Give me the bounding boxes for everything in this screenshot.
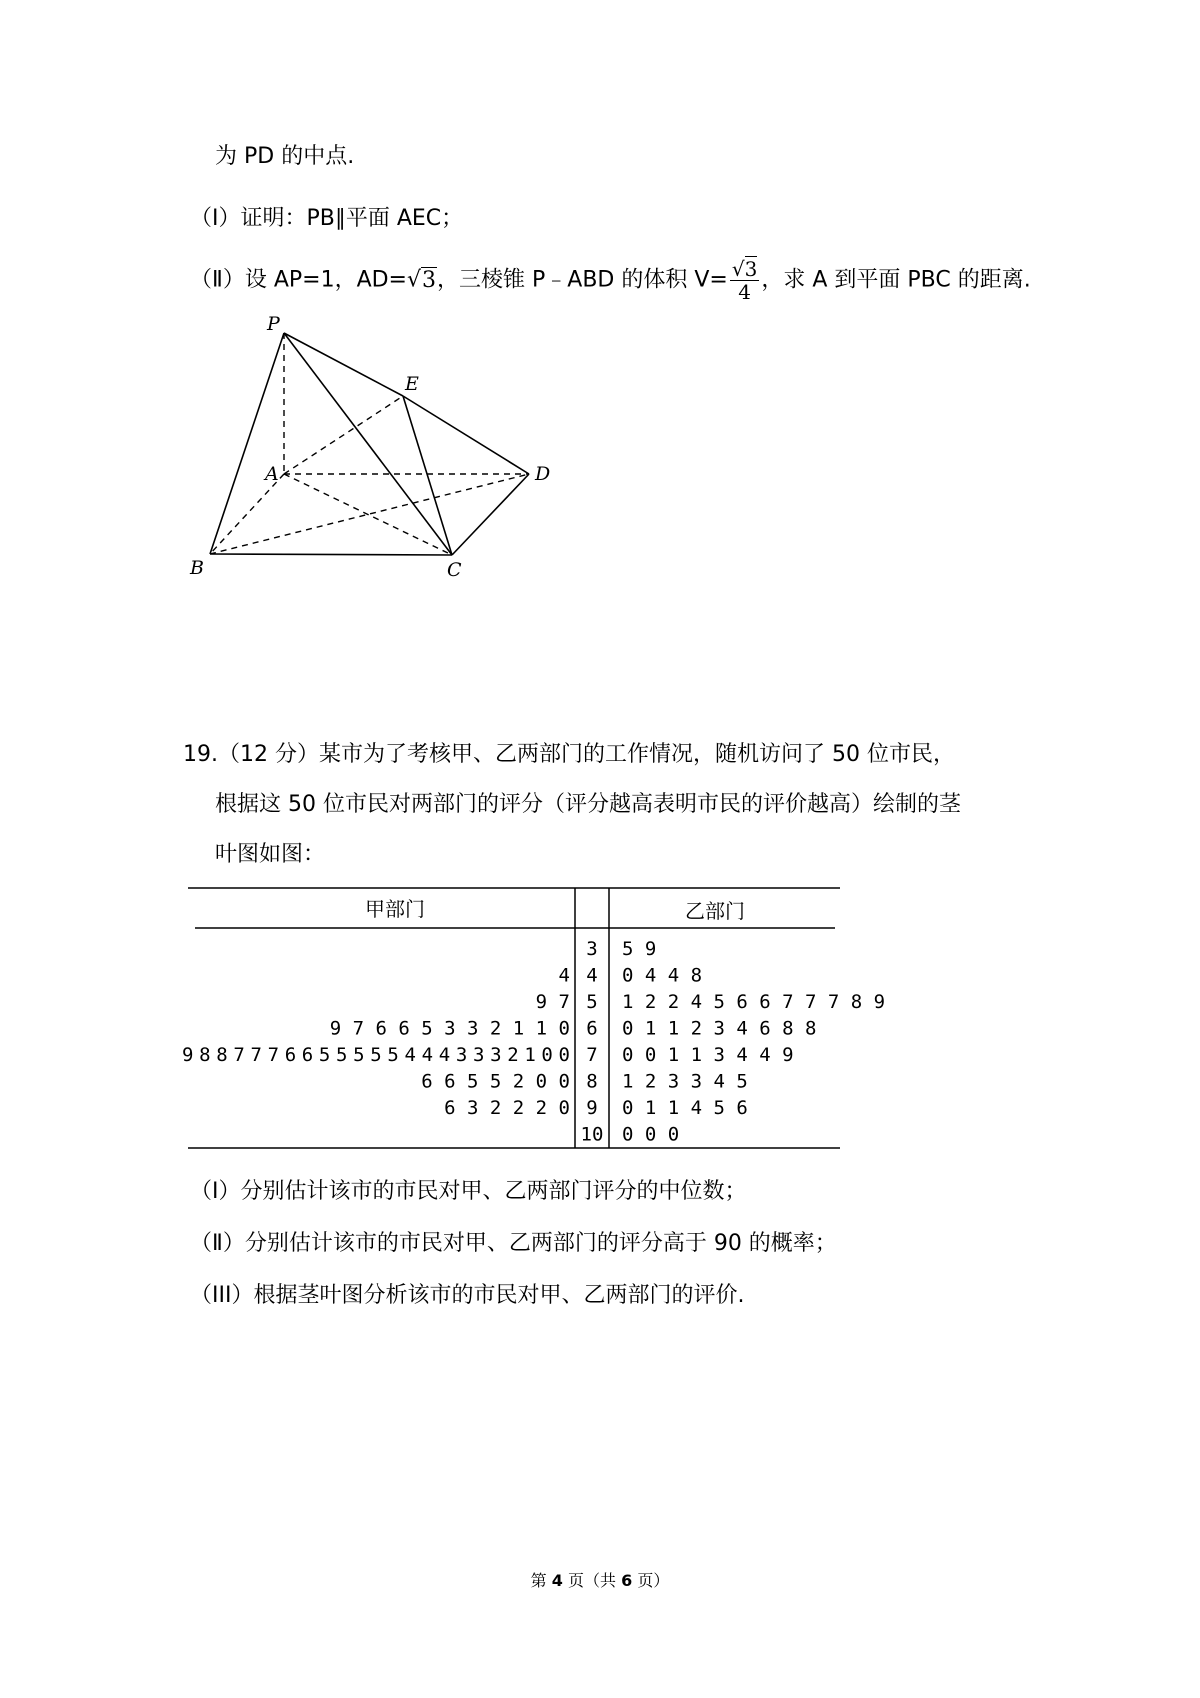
q18-part2-text-c: ，求 A 到平面 PBC 的距离. (761, 267, 1031, 293)
leaf-right-9: 0 1 1 4 5 6 (622, 1097, 748, 1119)
header-yi: 乙部门 (685, 899, 745, 923)
edge-AC-hidden (284, 474, 452, 555)
pyramid-figure (175, 310, 575, 590)
q19-intro-line2: 根据这 50 位市民对两部门的评分（评分越高表明市民的评价越高）绘制的茎 (215, 792, 961, 817)
label-A: A (265, 463, 279, 485)
q19-intro-line3: 叶图如图： (215, 842, 326, 867)
leaf-right-8: 1 2 3 3 4 5 (622, 1070, 748, 1093)
label-E: E (405, 373, 419, 395)
q19-part2: （Ⅱ）分别估计该市的市民对甲、乙两部门的评分高于 90 的概率； (190, 1231, 837, 1256)
edge-BC (210, 554, 452, 555)
q18-part2-text-b: ，三棱锥 P﹣ABD 的体积 V= (437, 267, 728, 293)
label-B: B (190, 557, 204, 579)
leaf-right-3: 5 9 (622, 938, 657, 960)
edge-PB (210, 333, 284, 554)
label-P: P (267, 313, 280, 335)
edge-BD-hidden (210, 474, 529, 554)
stem-7: 7 (586, 1044, 598, 1066)
q19-part1: （Ⅰ）分别估计该市的市民对甲、乙两部门评分的中位数； (190, 1179, 747, 1204)
leaf-right-5: 1 2 2 4 5 6 6 7 7 7 8 9 (622, 991, 886, 1013)
leaf-left-9: 6 3 2 2 2 0 (444, 1097, 570, 1119)
q19-intro-line1: 19.（12 分）某市为了考核甲、乙两部门的工作情况，随机访问了 50 位市民， (183, 742, 955, 767)
label-D: D (535, 463, 551, 485)
stem-3: 3 (586, 938, 598, 960)
page-total: 6 (621, 1571, 633, 1590)
edge-EC (403, 396, 452, 555)
edge-ED (403, 396, 529, 474)
page-number: 4 (551, 1571, 563, 1590)
stem-9: 9 (586, 1097, 598, 1119)
sqrt-3: √3 (407, 267, 437, 293)
leaf-right-7: 0 0 1 1 3 4 4 9 (622, 1044, 794, 1066)
edge-PC (284, 333, 452, 555)
edge-AE-hidden (284, 396, 403, 474)
volume-fraction: $\frac{√3}{4}$ (731, 257, 758, 304)
q18-part2 (190, 258, 1031, 303)
header-jia: 甲部门 (365, 897, 425, 921)
leaf-left-8: 6 6 5 5 2 0 0 (421, 1070, 570, 1093)
leaf-left-5: 9 7 (535, 991, 570, 1013)
stem-6: 6 (586, 1017, 598, 1040)
leaf-right-4: 0 4 4 8 (622, 964, 703, 987)
leaf-left-4: 4 (558, 964, 570, 987)
stem-10: 10 (580, 1123, 604, 1146)
stem-leaf-plot (180, 886, 886, 1152)
q19-part3: （III）根据茎叶图分析该市的市民对甲、乙两部门的评价. (190, 1283, 745, 1308)
page-footer: 第 4 页（共 6 页） (530, 1571, 670, 1590)
q18-part1: （Ⅰ）证明：PB∥平面 AEC； (190, 206, 464, 231)
stem-5: 5 (586, 991, 598, 1013)
edge-CD (452, 474, 529, 555)
q18-part2-text-a: （Ⅱ）设 AP=1，AD= (190, 267, 407, 293)
edge-PE (284, 333, 403, 396)
leaf-right-10: 0 0 0 (622, 1123, 680, 1146)
leaf-left-7: 9 8 8 7 7 7 6 6 5 5 5 5 5 4 4 4 3 3 3 2 1 0 0 (182, 1044, 570, 1066)
leaf-left-6: 9 7 6 6 5 3 3 2 1 1 0 (329, 1017, 570, 1040)
leaf-right-6: 0 1 1 2 3 4 6 8 8 (622, 1017, 817, 1040)
label-C: C (447, 559, 462, 581)
stem-8: 8 (586, 1070, 598, 1093)
edge-AB-hidden (210, 474, 284, 554)
stem-4: 4 (586, 964, 598, 987)
q18-line-continuation: 为 PD 的中点. (215, 144, 355, 169)
